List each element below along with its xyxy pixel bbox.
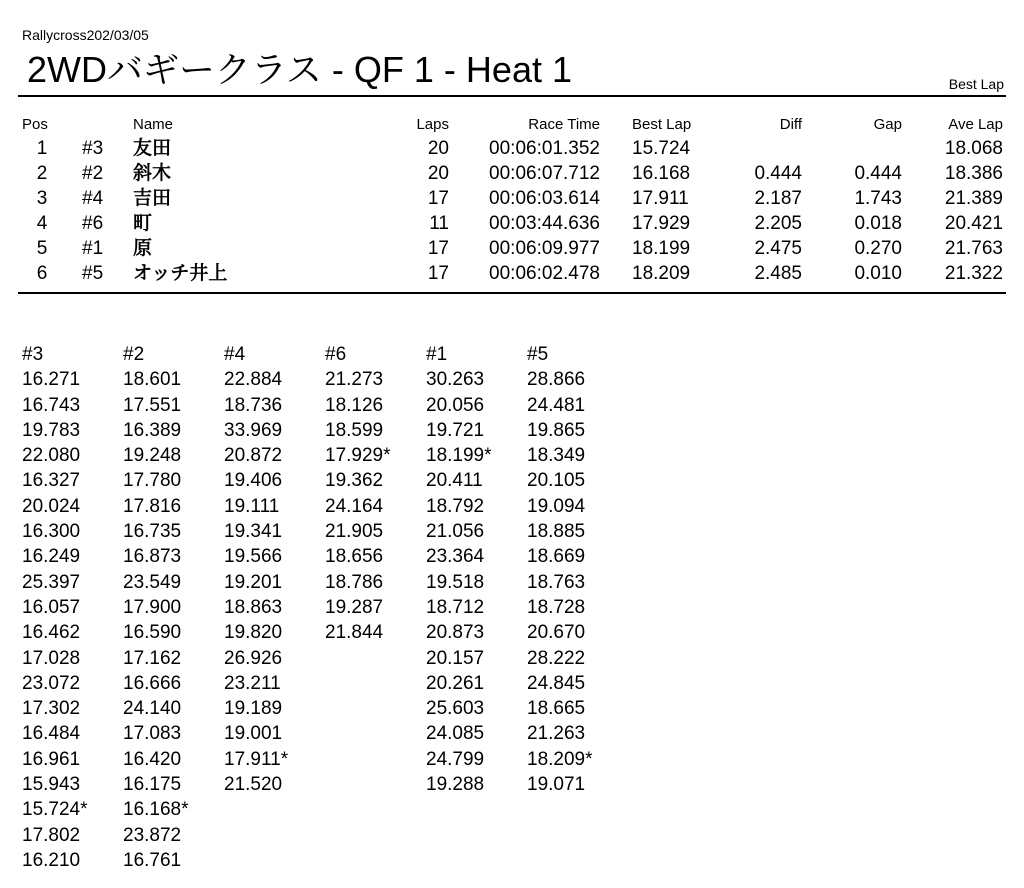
lap-time: 18.126 [325, 394, 384, 416]
lap-time: 22.884 [224, 369, 283, 391]
lap-time: 16.590 [123, 622, 182, 644]
result-driver-name: 町 [133, 213, 153, 234]
result-race-time: 00:06:01.352 [489, 138, 600, 159]
result-driver-name: 吉田 [133, 188, 172, 209]
lap-time: 18.728 [527, 596, 586, 618]
lap-time: 16.761 [123, 849, 182, 871]
header-best-lap: Best Lap [632, 116, 692, 133]
lap-time: 19.820 [224, 622, 283, 644]
result-ave-lap: 18.386 [944, 163, 1003, 184]
lap-time: 15.943 [22, 774, 81, 796]
lap-time: 21.056 [426, 521, 485, 543]
result-race-time: 00:06:02.478 [489, 263, 600, 284]
result-row [0, 186, 1024, 211]
header-laps: Laps [416, 116, 449, 133]
header-diff: Diff [779, 116, 802, 133]
result-driver-name: オッチ井上 [133, 263, 228, 284]
header-divider [18, 95, 1006, 97]
result-best-lap: 18.199 [632, 238, 691, 259]
result-laps: 17 [427, 238, 449, 259]
lap-time: 19.111 [224, 495, 280, 517]
lap-time: 20.670 [527, 622, 586, 644]
lap-column-car-number: #6 [325, 344, 347, 365]
lap-column [527, 342, 628, 873]
lap-time: 23.072 [22, 672, 81, 694]
lap-time: 19.288 [426, 774, 485, 796]
lap-time: 17.911* [224, 748, 289, 770]
result-pos: 1 [36, 138, 48, 159]
result-race-time: 00:06:07.712 [489, 163, 600, 184]
lap-time: 28.222 [527, 647, 586, 669]
lap-time: 17.802 [22, 824, 81, 846]
result-laps: 17 [427, 263, 449, 284]
lap-time: 16.300 [22, 521, 81, 543]
lap-time: 20.872 [224, 445, 283, 467]
lap-time: 19.201 [224, 571, 283, 593]
lap-time: 20.157 [426, 647, 485, 669]
lap-time: 22.080 [22, 445, 81, 467]
lap-column-car-number: #4 [224, 344, 246, 365]
lap-time: 16.484 [22, 723, 81, 745]
result-pos: 5 [36, 238, 48, 259]
lap-time: 28.866 [527, 369, 586, 391]
lap-time: 16.735 [123, 521, 182, 543]
lap-time: 30.263 [426, 369, 485, 391]
results-table [0, 116, 1024, 286]
lap-time: 21.273 [325, 369, 384, 391]
result-pos: 6 [36, 263, 48, 284]
result-row [0, 236, 1024, 261]
lap-time: 23.872 [123, 824, 182, 846]
lap-time: 16.961 [22, 748, 81, 770]
result-diff: 2.205 [754, 213, 802, 234]
lap-column-car-number: #5 [527, 344, 549, 365]
lap-time: 25.603 [426, 698, 485, 720]
lap-time: 20.056 [426, 394, 485, 416]
result-best-lap: 17.911 [632, 188, 689, 209]
lap-time: 18.712 [426, 596, 485, 618]
lap-column-car-number: #1 [426, 344, 448, 365]
result-best-lap: 15.724 [632, 138, 691, 159]
lap-time: 19.248 [123, 445, 182, 467]
header-gap: Gap [873, 116, 902, 133]
result-laps: 11 [429, 213, 449, 234]
lap-time: 24.085 [426, 723, 485, 745]
lap-time: 16.420 [123, 748, 182, 770]
lap-time: 16.327 [22, 470, 81, 492]
lap-time: 17.929* [325, 445, 391, 467]
lap-time: 19.518 [426, 571, 485, 593]
report-type-label: Best Lap [948, 76, 1004, 92]
result-row [0, 261, 1024, 286]
lap-time: 19.071 [527, 774, 586, 796]
lap-time: 17.162 [123, 647, 182, 669]
lap-time: 20.105 [527, 470, 586, 492]
lap-time: 21.520 [224, 774, 283, 796]
result-race-time: 00:03:44.636 [489, 213, 600, 234]
results-body [0, 136, 1024, 286]
lap-time: 18.665 [527, 698, 586, 720]
result-best-lap: 17.929 [632, 213, 691, 234]
lap-time: 16.175 [123, 774, 182, 796]
lap-time: 19.721 [426, 419, 485, 441]
lap-time: 17.900 [123, 596, 182, 618]
lap-column [325, 342, 426, 873]
result-row [0, 161, 1024, 186]
lap-time: 24.164 [325, 495, 384, 517]
result-gap: 0.270 [854, 238, 902, 259]
lap-time: 18.656 [325, 546, 384, 568]
lap-time: 18.763 [527, 571, 586, 593]
lap-time: 16.389 [123, 419, 182, 441]
lap-time: 23.364 [426, 546, 485, 568]
result-driver-name: 斜木 [133, 163, 172, 184]
result-pos: 2 [36, 163, 48, 184]
lap-time: 20.261 [426, 672, 485, 694]
lap-time: 18.736 [224, 394, 283, 416]
result-gap: 0.018 [854, 213, 902, 234]
lap-time: 17.551 [123, 394, 182, 416]
results-divider [18, 292, 1006, 294]
result-row [0, 211, 1024, 236]
lap-column [123, 342, 224, 873]
lap-time: 20.024 [22, 495, 81, 517]
lap-time: 19.341 [224, 521, 283, 543]
lap-time: 19.189 [224, 698, 283, 720]
lap-time: 19.865 [527, 419, 586, 441]
lap-column [22, 342, 123, 873]
lap-time: 17.780 [123, 470, 182, 492]
result-driver-name: 友田 [133, 138, 172, 159]
lap-time: 17.083 [123, 723, 182, 745]
result-diff: 2.187 [754, 188, 802, 209]
header-pos: Pos [22, 116, 48, 133]
lap-time: 17.302 [22, 698, 81, 720]
result-gap: 0.010 [854, 263, 902, 284]
lap-time: 25.397 [22, 571, 81, 593]
result-driver-name: 原 [133, 238, 153, 259]
lap-time: 16.168* [123, 799, 189, 821]
lap-time: 26.926 [224, 647, 283, 669]
result-best-lap: 18.209 [632, 263, 691, 284]
lap-time: 18.349 [527, 445, 586, 467]
lap-time: 16.210 [22, 849, 81, 871]
lap-column [426, 342, 527, 873]
result-ave-lap: 18.068 [944, 138, 1003, 159]
lap-time: 21.263 [527, 723, 586, 745]
lap-time: 16.666 [123, 672, 182, 694]
lap-time: 23.549 [123, 571, 182, 593]
lap-column-car-number: #3 [22, 344, 44, 365]
lap-column-car-number: #2 [123, 344, 145, 365]
result-ave-lap: 21.389 [944, 188, 1003, 209]
header-ave-lap: Ave Lap [948, 116, 1003, 133]
lap-time: 24.140 [123, 698, 182, 720]
result-pos: 3 [36, 188, 48, 209]
result-best-lap: 16.168 [632, 163, 691, 184]
lap-time: 18.199* [426, 445, 492, 467]
lap-time: 24.845 [527, 672, 586, 694]
result-pos: 4 [36, 213, 48, 234]
lap-time: 19.406 [224, 470, 283, 492]
lap-column [224, 342, 325, 873]
result-ave-lap: 20.421 [944, 213, 1003, 234]
lap-time: 16.249 [22, 546, 81, 568]
result-car-number: #3 [82, 138, 104, 159]
lap-time: 20.411 [426, 470, 483, 492]
event-label: Rallycross202/03/05 [22, 27, 149, 43]
result-race-time: 00:06:03.614 [489, 188, 600, 209]
lap-time: 24.481 [527, 394, 586, 416]
lap-time: 24.799 [426, 748, 485, 770]
lap-time: 18.885 [527, 521, 586, 543]
lap-time: 33.969 [224, 419, 283, 441]
lap-time: 21.905 [325, 521, 384, 543]
lap-time: 17.028 [22, 647, 81, 669]
lap-time: 17.816 [123, 495, 182, 517]
lap-time: 18.599 [325, 419, 384, 441]
result-diff: 2.475 [754, 238, 802, 259]
lap-time: 16.462 [22, 622, 81, 644]
lap-time: 15.724* [22, 799, 88, 821]
result-laps: 17 [427, 188, 449, 209]
result-diff: 2.485 [754, 263, 802, 284]
lap-time: 16.873 [123, 546, 182, 568]
result-car-number: #2 [82, 163, 104, 184]
result-diff: 0.444 [754, 163, 802, 184]
lap-time: 18.209* [527, 748, 593, 770]
result-race-time: 00:06:09.977 [489, 238, 600, 259]
lap-time: 16.057 [22, 596, 81, 618]
lap-time: 18.669 [527, 546, 586, 568]
lap-time: 21.844 [325, 622, 384, 644]
result-gap: 0.444 [854, 163, 902, 184]
lap-time: 19.783 [22, 419, 81, 441]
result-car-number: #4 [82, 188, 104, 209]
result-gap: 1.743 [854, 188, 902, 209]
lap-time: 19.566 [224, 546, 283, 568]
lap-time: 23.211 [224, 672, 281, 694]
lap-times-grid [22, 342, 628, 873]
result-ave-lap: 21.763 [944, 238, 1003, 259]
result-row [0, 136, 1024, 161]
results-header-row [0, 116, 1024, 134]
lap-time: 18.792 [426, 495, 485, 517]
result-laps: 20 [427, 163, 449, 184]
header-name: Name [133, 116, 174, 133]
result-car-number: #5 [82, 263, 104, 284]
result-ave-lap: 21.322 [944, 263, 1003, 284]
page-title: 2WDバギークラス - QF 1 - Heat 1 [27, 49, 572, 90]
lap-time: 18.601 [123, 369, 182, 391]
lap-time: 18.786 [325, 571, 384, 593]
lap-time: 19.001 [224, 723, 283, 745]
result-car-number: #6 [82, 213, 104, 234]
lap-time: 16.271 [22, 369, 81, 391]
lap-time: 19.094 [527, 495, 586, 517]
result-laps: 20 [427, 138, 449, 159]
result-car-number: #1 [82, 238, 104, 259]
lap-time: 19.287 [325, 596, 384, 618]
lap-time: 18.863 [224, 596, 283, 618]
header-race-time: Race Time [528, 116, 600, 133]
lap-time: 19.362 [325, 470, 384, 492]
lap-time: 16.743 [22, 394, 81, 416]
lap-time: 20.873 [426, 622, 485, 644]
